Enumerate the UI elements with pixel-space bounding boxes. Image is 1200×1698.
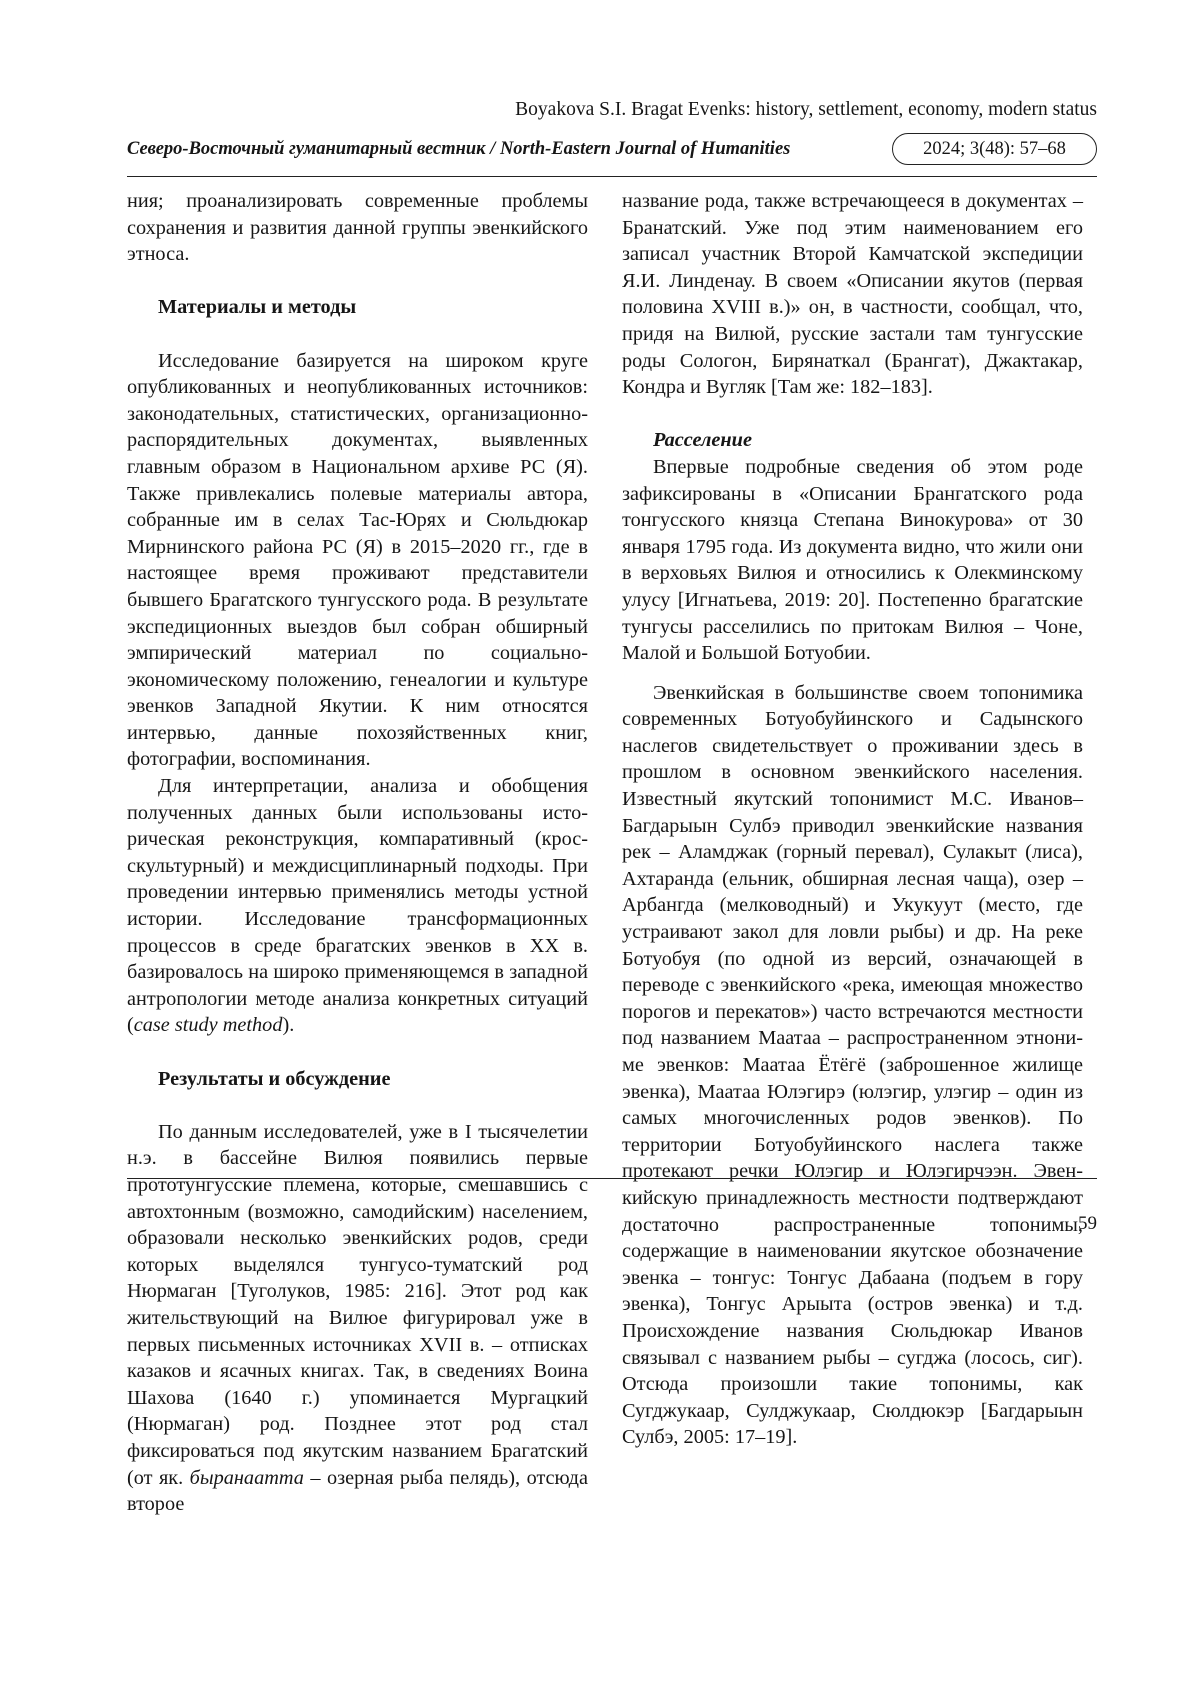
journal-name: Северо-Восточный гуманитарный вестник / North-Eastern Journal of Humanities bbox=[127, 139, 791, 159]
right-column bbox=[622, 188, 1083, 1451]
journal-line bbox=[127, 133, 1097, 169]
paragraph-methods-2-end: ). bbox=[282, 1014, 295, 1037]
paragraph-methods-2 bbox=[127, 773, 588, 1039]
left-column bbox=[127, 188, 588, 1518]
yakut-term: быранаатта bbox=[189, 1466, 304, 1489]
header-rule bbox=[127, 176, 1097, 177]
page-number: 59 bbox=[1078, 1213, 1097, 1234]
paragraph-settlement-2: Эвенкийская в большинстве своем топонимика современных Ботуобуйинского и Садынского наслегов свидетельствует о проживании здесь в прошлом в основном эвенкийского населения. Известный якутский топонимист М.С. Иванов–Багдарыын Сулбэ приводил эвенкийские названия рек – Аламджак (горный перевал), Сулакыт (лиса), Ахтаранда (ельник, обширная лесная чаща), озер – Арбангда (мелководный) и Укукуут (место, где устраивают закол для ловли рыбы) и др. На реке Ботуобуя (по одной из версий, означающей в переводе с эвенкийского «река, имеющая множество порогов и перекатов») часто встречаются местности под названием Маатаа – распространенном этнониме эвенков: Маатаа Ётёгё (заброшенное жилище эвенка), Маатаа Юлэгирэ (юлэгир, улэгир – один из самых многочисленных родов эвенков). По территории Ботуобуйинского наслега также протекают речки Юлэгир и Юлэгирчээн. Эвенкийскую принадлежность местности подтверждают достаточно распространенные топонимы, содержащие в наименовании якутское обозначение эвенка – тонгус: Тонгус Дабаана (подъем в гору эвенка), Тонгус Арыыта (остров эвенка) и т.д. Происхождение названия Сюльдюкар Иванов связывал с названием рыбы – сугджа (лосось, сиг). Отсюда произошли такие топонимы, как Сугджукаар, Сулджукаар, Сюлдюкэр [Багдарыын Сулбэ, 2005: 17–19]. bbox=[622, 681, 1083, 1449]
heading-methods: Материалы и методы bbox=[158, 296, 357, 319]
issue-badge: 2024; 3(48): 57–68 bbox=[892, 133, 1097, 165]
running-head: Boyakova S.I. Bragat Evenks: history, settlement, economy, modern status bbox=[515, 99, 1097, 120]
case-study-term: case study method bbox=[133, 1014, 283, 1037]
paragraph-methods-2-text: Для интерпретации, анализа и обобщения полученных данных были использованы историческая реконструкция, компаративный (кросскультурный) и междисциплинарный подходы. При проведении интервью применялись методы устной истории. Исследование трансформационных процессов в среде брагатских эвенков в XX в. базировалось на широко применяющемся в западной антропологии методе анализа конкретных ситуаций ( bbox=[127, 775, 588, 1037]
heading-settlement: Расселение bbox=[653, 429, 752, 452]
paragraph-results-text: По данным исследователей, уже в I тысячелетии н.э. в бассейне Вилюя появились первые прототунгусские племена, которые, смешавшись с автохтонным (возможно, самодийским) населением, образовали несколько эвенкийских родов, среди которых выделялся тунгусо-туматский род Нюрмаган [Туголуков, 1985: 216]. Этот род как жительствующий на Вилюе фигурировал уже в первых письменных источниках XVII в. – отписках казаков и ясачных книгах. Так, в сведениях Воина Шахова (1640 г.) упоминается Мургацкий (Нюрмаган) род. Позднее этот род стал фиксироваться под якутским названием Брагатский (от як. bbox=[127, 1120, 588, 1489]
paragraph-continuation: название рода, также встречающееся в документах – Бранатский. Уже под этим наименованием его записал участник Второй Камчатской экспедиции Я.И. Линденау. В своем «Описании якутов (первая половина XVIII в.)» он, в частности, сообщал, что, придя на Вилюй, русские застали там тунгусские роды Сологон, Бирянаткал (Брангат), Джактакар, Кондра и Вугляк [Там же: 182–183]. bbox=[622, 190, 1083, 399]
paragraph-results-end: – озерная рыба пелядь), отсюда второе bbox=[127, 1466, 588, 1516]
paragraph-methods-1: Исследование базируется на широком круге опубликованных и неопубликованных источников: законодательных, статистических, организационно-распорядительных документах, выявленных главным образом в Национальном архиве РС (Я). Также привлекались полевые материалы автора, собранные им в селах Тас-Юрях и Сюльдюкар Мирнинского района РС (Я) в 2015–2020 гг., где в настоящее время проживают представители бывшего Брагатского тунгусского рода. В результате экспедиционных выездов был собран обширный эмпирический материал по социально-экономическому положению, генеалогии и культуре эвенков Западной Якутии. К ним относятся интервью, данные похозяйственных книг, фотографии, воспоминания. bbox=[127, 349, 588, 771]
heading-results: Результаты и обсуждение bbox=[158, 1067, 391, 1090]
paragraph-intro: ния; проанализировать современные проблемы сохранения и развития данной группы эвенкийского этноса. bbox=[127, 190, 588, 266]
footer-rule bbox=[127, 1178, 1097, 1179]
paragraph-settlement-1: Впервые подробные сведения об этом роде зафиксированы в «Описании Брангатского рода тонгусского князца Степана Винокурова» от 30 января 1795 года. Из документа видно, что жили они в верховьях Вилюя и относились к Олекминскому улусу [Игнатьева, 2019: 20]. Постепенно брагатские тунгусы расселились по притокам Вилюя – Чоне, Малой и Большой Ботуобии. bbox=[622, 455, 1083, 665]
